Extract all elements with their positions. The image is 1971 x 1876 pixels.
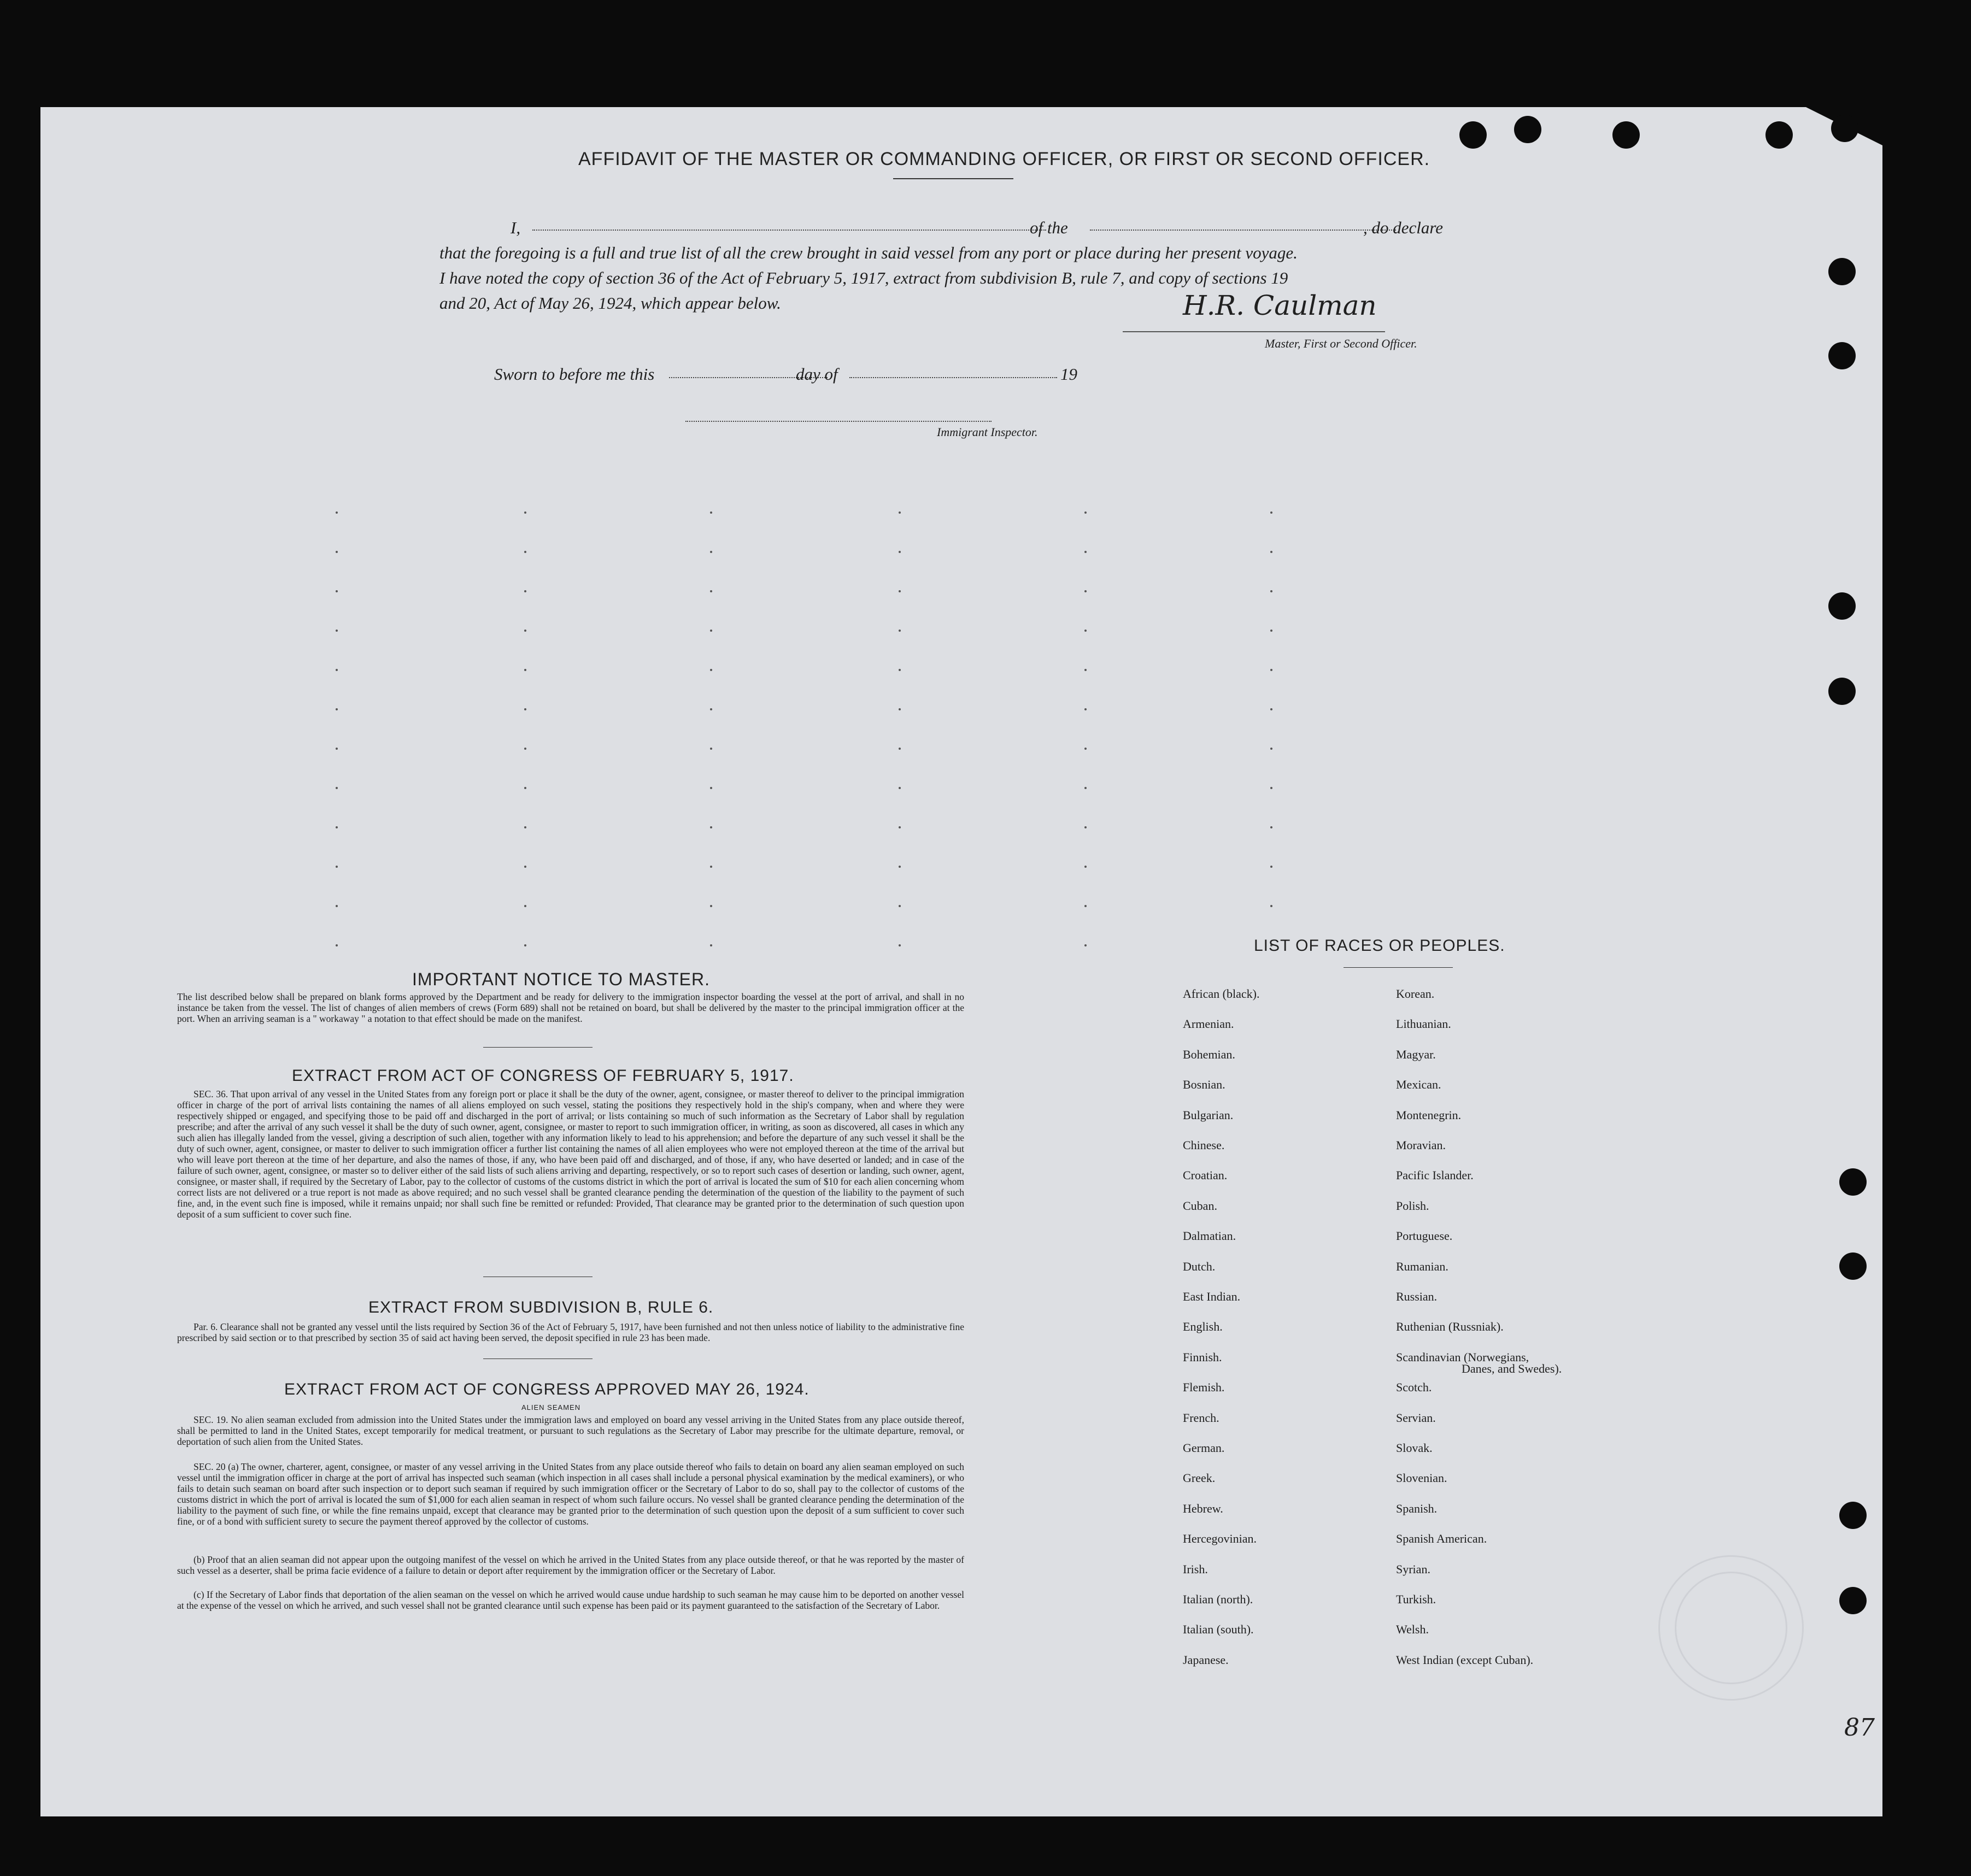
grid-dot: [524, 787, 526, 789]
grid-dot: [524, 905, 526, 907]
affidavit-line-3: and 20, Act of May 26, 1924, which appear below.: [439, 293, 781, 313]
grid-dot: [1084, 944, 1087, 946]
grid-dot: [1084, 708, 1087, 710]
grid-dot: [524, 669, 526, 671]
grid-dot: [1270, 630, 1272, 632]
grid-dot: [899, 787, 901, 789]
race-item: Spanish.: [1396, 1502, 1438, 1515]
grid-dot: [1270, 787, 1272, 789]
race-item: Rumanian.: [1396, 1260, 1448, 1273]
extract-1924-title: EXTRACT FROM ACT OF CONGRESS APPROVED MAY 26, 1924.: [284, 1380, 809, 1398]
race-item: Servian.: [1396, 1411, 1436, 1425]
sec-20c-text: (c) If the Secretary of Labor finds that deportation of the alien seaman on the vessel on which he arrived would cause undue hardship to such seaman he may cause him to be deported on another vessel at the expense of the vessel on which he arrived, and such vessel shall not be granted clearance until such expense has been paid or its payment guaranteed to the satisfaction of the Secretary of Labor.: [177, 1589, 964, 1611]
race-item: Bulgarian.: [1183, 1108, 1234, 1122]
race-item: Slovenian.: [1396, 1471, 1447, 1485]
separator: [483, 1047, 593, 1048]
race-item: Slovak.: [1396, 1441, 1433, 1455]
inspector-line: [685, 421, 992, 422]
race-item: Montenegrin.: [1396, 1108, 1462, 1122]
races-title: LIST OF RACES OR PEOPLES.: [1254, 937, 1505, 955]
grid-dot: [710, 944, 712, 946]
grid-dot: [524, 511, 526, 514]
race-item: Ruthenian (Russniak).: [1396, 1320, 1504, 1333]
alien-seamen-heading: ALIEN SEAMEN: [521, 1403, 581, 1412]
grid-dot: [1084, 630, 1087, 632]
race-item: Mexican.: [1396, 1078, 1441, 1091]
grid-dot: [710, 826, 712, 828]
grid-dot: [1270, 669, 1272, 671]
race-item: Portuguese.: [1396, 1229, 1453, 1243]
sec-19-text: SEC. 19. No alien seaman excluded from admission into the United States under the immigration laws and employed on board any vessel arriving in the United States from any place outside thereof, shall be permitted to land in the United States, except temporarily for medical treatment, or pursuant to such regulations as the Secretary of Labor may prescribe for the ultimate departure, removal, or deportation of such alien from the United States.: [177, 1414, 964, 1447]
race-item: East Indian.: [1183, 1290, 1241, 1303]
notice-text: The list described below shall be prepared on blank forms approved by the Department and be ready for delivery to the immigration inspector boarding the vessel at the port of arrival, and shall in no instance be taken from the vessel. The list of changes of alien members of crews (Form 689) shall not be retained on board, but shall be delivered by the master to the principal immigration officer at the port. When an arriving seaman is a " workaway " a notation to that effect should be made on the manifest.: [177, 991, 964, 1024]
grid-dot: [1084, 905, 1087, 907]
grid-dot: [710, 511, 712, 514]
grid-dot: [524, 866, 526, 868]
grid-dot: [1270, 551, 1272, 553]
race-item: Korean.: [1396, 987, 1435, 1001]
grid-dot: [336, 669, 338, 671]
grid-dot: [336, 944, 338, 946]
year-label: 19: [1060, 364, 1077, 384]
grid-dot: [336, 630, 338, 632]
race-item: English.: [1183, 1320, 1223, 1333]
grid-dot: [710, 669, 712, 671]
of-the-label: of the: [1030, 218, 1068, 237]
handwritten-signature: H.R. Caulman: [1183, 290, 1377, 321]
races-underline: [1344, 967, 1453, 968]
race-item: Turkish.: [1396, 1592, 1436, 1606]
race-item: Scotch.: [1396, 1380, 1432, 1394]
punch-hole: [1831, 115, 1858, 142]
race-item: Spanish American.: [1396, 1532, 1487, 1545]
grid-dot: [1270, 511, 1272, 514]
race-item: German.: [1183, 1441, 1225, 1455]
race-item: African (black).: [1183, 987, 1260, 1001]
punch-hole: [1828, 258, 1856, 285]
race-item: Italian (south).: [1183, 1622, 1254, 1636]
grid-dot: [899, 944, 901, 946]
affidavit-line-2: I have noted the copy of section 36 of the Act of February 5, 1917, extract from subdivision B, rule 7, and copy of sections 19: [439, 268, 1288, 287]
month-line: [849, 377, 1057, 378]
grid-dot: [1084, 787, 1087, 789]
grid-dot: [1270, 590, 1272, 592]
grid-dot: [336, 708, 338, 710]
punch-hole: [1459, 121, 1487, 149]
grid-dot: [899, 866, 901, 868]
grid-dot: [336, 511, 338, 514]
grid-dot: [524, 590, 526, 592]
grid-dot: [336, 905, 338, 907]
vessel-line: [1090, 230, 1396, 231]
grid-dot: [899, 669, 901, 671]
grid-dot: [336, 748, 338, 750]
punch-hole: [1828, 592, 1856, 620]
grid-dot: [1084, 866, 1087, 868]
race-item: Danes, and Swedes).: [1462, 1362, 1562, 1375]
race-item: Bohemian.: [1183, 1048, 1235, 1061]
race-item: Lithuanian.: [1396, 1017, 1451, 1031]
punch-hole: [1828, 678, 1856, 705]
race-item: Russian.: [1396, 1290, 1438, 1303]
name-line: [532, 230, 1046, 231]
grid-dot: [899, 511, 901, 514]
punch-hole: [1828, 342, 1856, 369]
grid-dot: [524, 708, 526, 710]
grid-dot: [336, 551, 338, 553]
sec-20a-text: SEC. 20 (a) The owner, charterer, agent, consignee, or master of any vessel arriving in the United States from any place outside thereof who fails to detain on board any alien seaman employed on such vessel until the immigration officer in charge at the port of arrival has inspected such seaman (which inspection in all cases shall include a personal physical examination by the medical examiners), or who fails to detain such seaman on board after such inspection or to deport such seaman if required by such immigration officer or the Secretary of Labor to do so, shall pay to the collector of customs of the customs district in which the port of arrival is located the sum of $1,000 for each alien seaman in respect of whom such failure occurs. No vessel shall be granted clearance pending the determination of the liability to the payment of such fine, or while the fine remains unpaid, except that clearance may be granted prior to the determination of such question upon the deposit of a sum sufficient to cover such fine, or of a bond with sufficient surety to secure the payment thereof approved by the collector of customs.: [177, 1461, 964, 1527]
race-item: Armenian.: [1183, 1017, 1234, 1031]
race-item: Dutch.: [1183, 1260, 1216, 1273]
grid-dot: [524, 748, 526, 750]
grid-dot: [1084, 669, 1087, 671]
race-item: Moravian.: [1396, 1138, 1446, 1152]
race-item: Welsh.: [1396, 1622, 1429, 1636]
punch-hole: [1514, 116, 1541, 143]
race-item: Greek.: [1183, 1471, 1216, 1485]
margin-handwritten-number: 87: [1844, 1714, 1875, 1742]
grid-dot: [1270, 826, 1272, 828]
grid-dot: [710, 787, 712, 789]
race-item: Croatian.: [1183, 1168, 1228, 1182]
i-label: I,: [511, 218, 521, 237]
punch-hole: [1839, 1502, 1867, 1529]
race-item: Cuban.: [1183, 1199, 1217, 1213]
race-item: Flemish.: [1183, 1380, 1225, 1394]
grid-dot: [899, 708, 901, 710]
grid-dot: [1084, 590, 1087, 592]
grid-dot: [899, 590, 901, 592]
grid-dot: [1084, 511, 1087, 514]
race-item: Dalmatian.: [1183, 1229, 1236, 1243]
grid-dot: [1270, 708, 1272, 710]
race-item: Pacific Islander.: [1396, 1168, 1474, 1182]
grid-dot: [1270, 866, 1272, 868]
grid-dot: [710, 866, 712, 868]
race-item: Scandinavian (Norwegians,: [1396, 1350, 1529, 1364]
title-underline: [893, 178, 1013, 179]
grid-dot: [1084, 551, 1087, 553]
sec-20b-text: (b) Proof that an alien seaman did not appear upon the outgoing manifest of the vessel on which he arrived in the United States from any place outside thereof, or that he was reported by the master of such vessel as a deserter, shall be prima facie evidence of a failure to detain or deport after requirement by the immigration officer or the Secretary of Labor.: [177, 1554, 964, 1576]
punch-hole: [1839, 1587, 1867, 1614]
extract-1917-title: EXTRACT FROM ACT OF CONGRESS OF FEBRUARY 5, 1917.: [292, 1067, 794, 1085]
signer-caption: Master, First or Second Officer.: [1265, 337, 1417, 350]
punch-hole: [1839, 1252, 1867, 1280]
grid-dot: [710, 905, 712, 907]
grid-dot: [899, 748, 901, 750]
grid-dot: [524, 944, 526, 946]
notice-title: IMPORTANT NOTICE TO MASTER.: [412, 969, 710, 989]
race-item: Japanese.: [1183, 1653, 1229, 1667]
race-item: Magyar.: [1396, 1048, 1436, 1061]
grid-dot: [524, 551, 526, 553]
inspector-caption: Immigrant Inspector.: [937, 425, 1038, 439]
affidavit-line-1: that the foregoing is a full and true list of all the crew brought in said vessel from any port or place during her present voyage.: [439, 243, 1298, 262]
race-item: Irish.: [1183, 1562, 1208, 1576]
signature-line: [1123, 331, 1385, 332]
grid-dot: [1270, 905, 1272, 907]
punch-hole: [1839, 1168, 1867, 1196]
race-item: Bosnian.: [1183, 1078, 1225, 1091]
affidavit-title: AFFIDAVIT OF THE MASTER OR COMMANDING OFFICER, OR FIRST OR SECOND OFFICER.: [578, 149, 1430, 169]
race-item: French.: [1183, 1411, 1219, 1425]
do-declare-label: , do declare: [1363, 218, 1444, 237]
race-item: Syrian.: [1396, 1562, 1430, 1576]
day-of-label: day of: [796, 364, 838, 384]
subdivision-text: Par. 6. Clearance shall not be granted any vessel until the lists required by Section 36 of the Act of February 5, 1917, have been furnished and not then unless notice of liability to the administrative fine prescribed by said section or to that prescribed by section 35 of said act having been served, the deposit specified in rule 23 has been made.: [177, 1321, 964, 1343]
document-page: [40, 107, 1882, 1816]
race-item: Italian (north).: [1183, 1592, 1253, 1606]
subdivision-title: EXTRACT FROM SUBDIVISION B, RULE 6.: [368, 1298, 714, 1316]
grid-dot: [524, 630, 526, 632]
race-item: Finnish.: [1183, 1350, 1222, 1364]
race-item: Hebrew.: [1183, 1502, 1223, 1515]
faint-seal-inner: [1675, 1572, 1787, 1684]
grid-dot: [710, 551, 712, 553]
sworn-label: Sworn to before me this: [494, 364, 655, 384]
grid-dot: [710, 708, 712, 710]
race-item: Hercegovinian.: [1183, 1532, 1257, 1545]
grid-dot: [336, 590, 338, 592]
grid-dot: [710, 630, 712, 632]
grid-dot: [524, 826, 526, 828]
punch-hole: [1765, 121, 1793, 149]
grid-dot: [1084, 826, 1087, 828]
grid-dot: [336, 866, 338, 868]
grid-dot: [1270, 748, 1272, 750]
extract-1917-text: SEC. 36. That upon arrival of any vessel in the United States from any foreign port or place it shall be the duty of the owner, agent, consignee, or master thereof to deliver to the principal immigration officer in charge of the port of arrival lists containing the names of all aliens employed on such vessel, stating the positions they respectively hold in the ship's company, when and where they were respectively shipped or engaged, and specifying those to be paid off and discharged in the port of arrival; or lists containing so much of such information as the Secretary of Labor shall by regulation prescribe; and after the arrival of any such vessel it shall be the duty of such owner, agent, consignee, or master to report to such immigration officer, in writing, as soon as discovered, all cases in which any such alien has illegally landed from the vessel, giving a description of such alien, together with any information likely to lead to his apprehension; and before the departure of any such vessel it shall be the duty of such owner, agent, consignee, or master to deliver to such immigration officer a further list containing the names of all alien employees who were not employed thereon at the time of the arrival but who will leave port thereon at the time of her departure, and also the names of those, if any, who have been paid off and discharged, and of those, if any, who have deserted or landed; and in case of the failure of such owner, agent, consignee, or master so to deliver either of the said lists of such aliens arriving and departing, respectively, or so to report such cases of desertion or landing, such owner, agent, consignee, or master shall, if required by the Secretary of Labor, pay to the collector of customs of the customs district in which the port of arrival is located the sum of $10 for each alien concerning whom correct lists are not delivered or a true report is not made as above required; and no such vessel shall be granted clearance pending the determination of the question of the liability to the payment of such fine, and, in the event such fine is imposed, while it remains unpaid; nor shall such fine be remitted or refunded: Provided, That clearance may be granted prior to the determination of such question upon deposit of a sum sufficient to cover such fine.: [177, 1089, 964, 1220]
race-item: Polish.: [1396, 1199, 1429, 1213]
grid-dot: [336, 826, 338, 828]
grid-dot: [710, 590, 712, 592]
grid-dot: [899, 551, 901, 553]
grid-dot: [1084, 748, 1087, 750]
grid-dot: [710, 748, 712, 750]
grid-dot: [899, 826, 901, 828]
race-item: Chinese.: [1183, 1138, 1225, 1152]
grid-dot: [899, 630, 901, 632]
punch-hole: [1612, 121, 1640, 149]
grid-dot: [899, 905, 901, 907]
race-item: West Indian (except Cuban).: [1396, 1653, 1534, 1667]
grid-dot: [336, 787, 338, 789]
